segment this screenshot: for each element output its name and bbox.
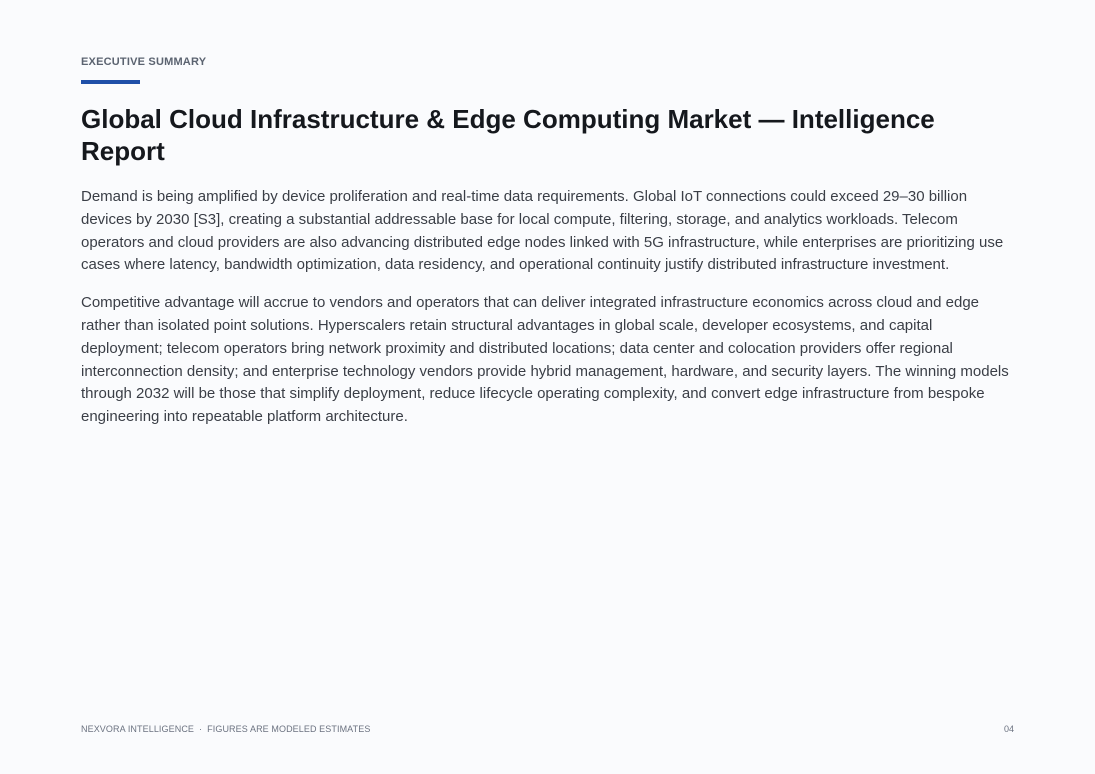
footer-separator: · — [199, 724, 203, 734]
section-label: EXECUTIVE SUMMARY — [81, 56, 207, 68]
footer-brand: NEXVORA INTELLIGENCE — [81, 724, 195, 734]
footer-note: FIGURES ARE MODELED ESTIMATES — [207, 724, 371, 734]
summary-body — [81, 186, 1017, 444]
page-number: 04 — [1003, 724, 1014, 734]
summary-paragraph: Demand is being amplified by device proliferation and real-time data requirements. Global IoT connections could exceed 29–30 billion devices by 2030 [S3], creating a substantial addressable base for local compute, filtering, storage, and analytics workloads. Telecom operators and cloud providers are also advancing distributed edge nodes linked with 5G infrastructure, while enterprises are prioritizing use cases where latency, bandwidth optimization, data residency, and operational continuity justify distributed infrastructure investment. — [81, 188, 1004, 274]
accent-rule — [81, 80, 140, 84]
summary-paragraph: Competitive advantage will accrue to vendors and operators that can deliver integrated infrastructure economics across cloud and edge rather than isolated point solutions. Hyperscalers retain structural advantages in global scale, developer ecosystems, and capital deployment; telecom operators bring network proximity and distributed locations; data center and colocation providers offer regional interconnection density; and enterprise technology vendors provide hybrid management, hardware, and security layers. The winning models through 2032 will be those that simplify deployment, reduce lifecycle operating complexity, and convert edge infrastructure from bespoke engineering into repeatable platform architecture. — [81, 294, 1009, 426]
footer-left — [81, 724, 370, 734]
page-title: Global Cloud Infrastructure & Edge Computing Market — Intelligence Report — [81, 104, 935, 166]
